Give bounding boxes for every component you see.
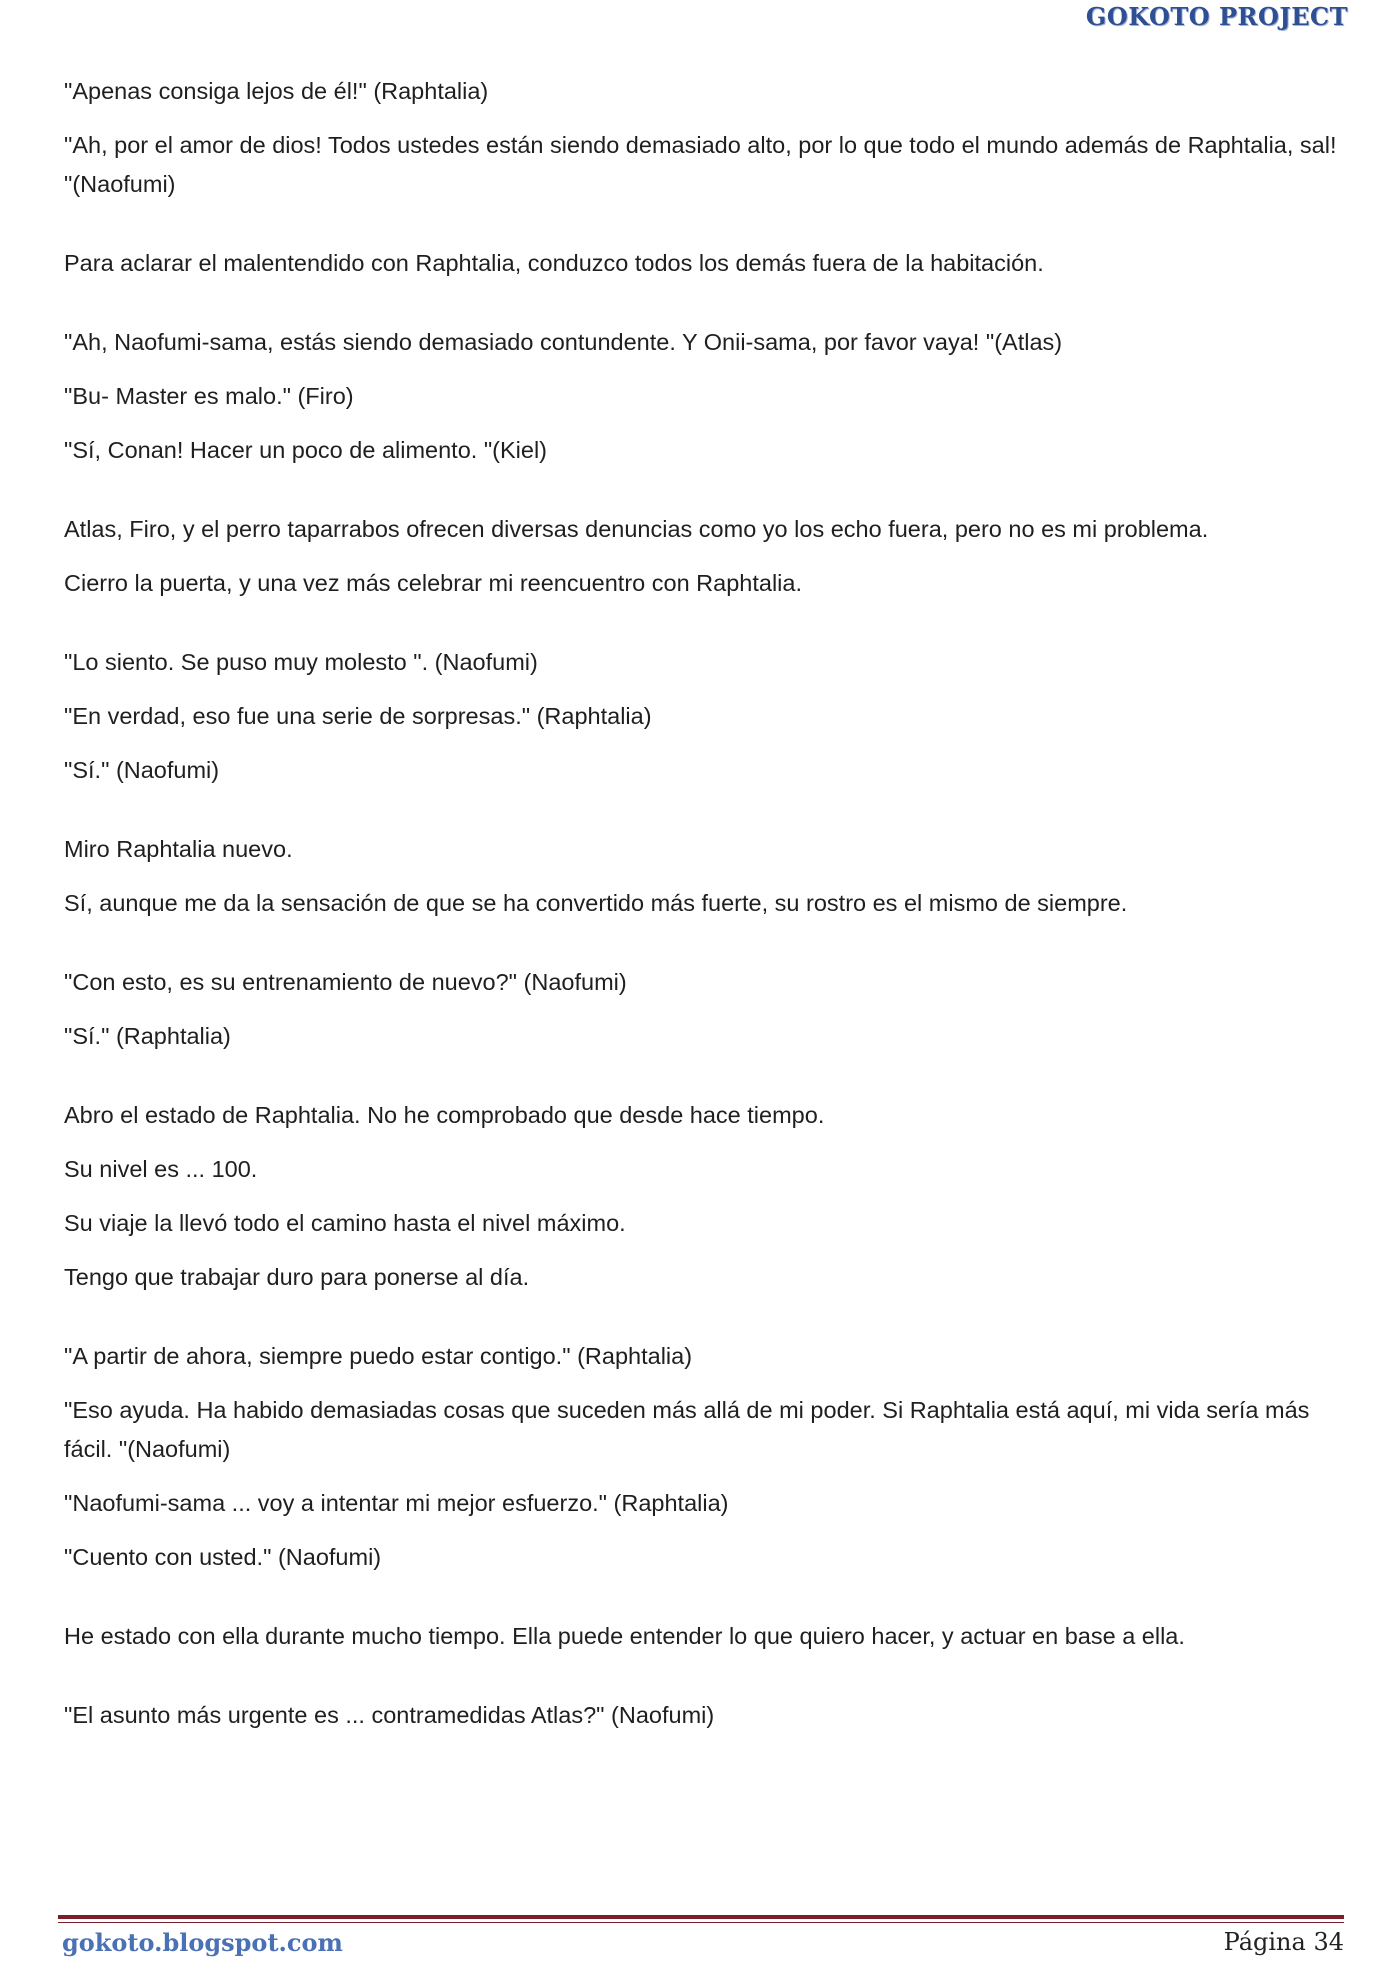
paragraph: Atlas, Firo, y el perro taparrabos ofrecen diversas denuncias como yo los echo fuera, pero no es mi problema. bbox=[64, 516, 1209, 542]
header-brand: GOKOTO PROJECT bbox=[1085, 2, 1348, 31]
page-number: Página 34 bbox=[1223, 1928, 1344, 1956]
paragraph: Tengo que trabajar duro para ponerse al día. bbox=[64, 1264, 530, 1290]
paragraph: "Sí, Conan! Hacer un poco de alimento. "(Kiel) bbox=[64, 437, 548, 463]
paragraph: "Eso ayuda. Ha habido demasiadas cosas que suceden más allá de mi poder. Si Raphtalia está aquí, mi vida sería más fácil. "(Naofumi) bbox=[64, 1397, 1310, 1462]
body-text bbox=[64, 72, 1344, 1750]
footer-rule-thin bbox=[58, 1922, 1344, 1923]
paragraph: "Lo siento. Se puso muy molesto ". (Naofumi) bbox=[64, 649, 538, 675]
paragraph: Sí, aunque me da la sensación de que se ha convertido más fuerte, su rostro es el mismo de siempre. bbox=[64, 890, 1128, 916]
paragraph: "Bu- Master es malo." (Firo) bbox=[64, 383, 354, 409]
paragraph: "Naofumi-sama ... voy a intentar mi mejor esfuerzo." (Raphtalia) bbox=[64, 1490, 729, 1516]
paragraph: "Sí." (Raphtalia) bbox=[64, 1023, 231, 1049]
paragraph: "A partir de ahora, siempre puedo estar contigo." (Raphtalia) bbox=[64, 1343, 693, 1369]
paragraph: Abro el estado de Raphtalia. No he comprobado que desde hace tiempo. bbox=[64, 1102, 825, 1128]
paragraph: "En verdad, eso fue una serie de sorpresas." (Raphtalia) bbox=[64, 703, 652, 729]
paragraph: Su viaje la llevó todo el camino hasta el nivel máximo. bbox=[64, 1210, 626, 1236]
paragraph: "Cuento con usted." (Naofumi) bbox=[64, 1544, 382, 1570]
paragraph: Para aclarar el malentendido con Raphtalia, conduzco todos los demás fuera de la habitación. bbox=[64, 250, 1044, 276]
footer-rule bbox=[58, 1915, 1344, 1919]
paragraph: He estado con ella durante mucho tiempo. Ella puede entender lo que quiero hacer, y actuar en base a ella. bbox=[64, 1623, 1185, 1649]
paragraph: "Con esto, es su entrenamiento de nuevo?" (Naofumi) bbox=[64, 969, 627, 995]
paragraph: "Sí." (Naofumi) bbox=[64, 757, 220, 783]
footer-site-link[interactable]: gokoto.blogspot.com bbox=[62, 1928, 343, 1957]
paragraph: "Apenas consiga lejos de él!" (Raphtalia) bbox=[64, 78, 489, 104]
paragraph: Miro Raphtalia nuevo. bbox=[64, 836, 293, 862]
paragraph: "El asunto más urgente es ... contramedidas Atlas?" (Naofumi) bbox=[64, 1702, 715, 1728]
paragraph: Su nivel es ... 100. bbox=[64, 1156, 258, 1182]
paragraph: "Ah, Naofumi-sama, estás siendo demasiado contundente. Y Onii-sama, por favor vaya! "(Atlas) bbox=[64, 329, 1063, 355]
paragraph: Cierro la puerta, y una vez más celebrar mi reencuentro con Raphtalia. bbox=[64, 570, 803, 596]
paragraph: "Ah, por el amor de dios! Todos ustedes están siendo demasiado alto, por lo que todo el mundo además de Raphtalia, sal! "(Naofumi) bbox=[64, 132, 1337, 197]
